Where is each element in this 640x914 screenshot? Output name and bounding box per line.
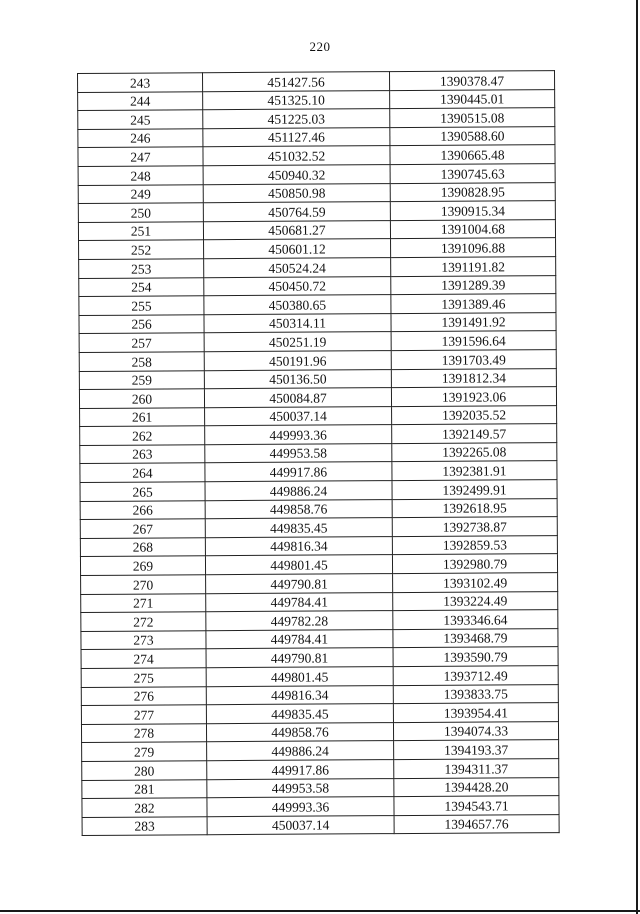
y-coordinate-cell: 1392381.91 (392, 461, 557, 481)
table-row (78, 126, 555, 148)
table-row (78, 145, 555, 167)
x-coordinate-cell: 451225.03 (203, 109, 390, 129)
table-row (79, 387, 556, 409)
point-number-cell: 259 (79, 370, 204, 389)
x-coordinate-cell: 450314.11 (204, 313, 391, 333)
point-number-cell: 275 (81, 668, 206, 687)
page-number: 220 (309, 39, 331, 54)
y-coordinate-cell: 1392859.53 (392, 535, 557, 555)
point-number-cell: 267 (80, 519, 205, 538)
table-row (80, 461, 557, 483)
x-coordinate-cell: 450450.72 (204, 276, 391, 296)
table-row (81, 703, 558, 725)
x-coordinate-cell: 450524.24 (204, 258, 391, 278)
point-number-cell: 245 (78, 110, 203, 129)
y-coordinate-cell: 1394074.33 (393, 721, 558, 741)
y-coordinate-cell: 1390515.08 (390, 108, 555, 128)
point-number-cell: 262 (80, 426, 205, 445)
x-coordinate-cell: 449953.58 (205, 443, 392, 463)
x-coordinate-cell: 449993.36 (205, 425, 392, 445)
x-coordinate-cell: 449835.45 (205, 518, 392, 538)
x-coordinate-cell: 449993.36 (207, 797, 394, 817)
point-number-cell: 253 (79, 259, 204, 278)
y-coordinate-cell: 1391389.46 (391, 294, 556, 314)
table-row (78, 164, 555, 186)
table-row (81, 573, 558, 595)
x-coordinate-cell: 450037.14 (205, 406, 392, 426)
point-number-cell: 255 (79, 296, 204, 315)
table-row (79, 257, 556, 279)
y-coordinate-cell: 1390445.01 (390, 89, 555, 109)
point-number-cell: 247 (78, 147, 203, 166)
table-row (78, 108, 555, 130)
point-number-cell: 265 (80, 482, 205, 501)
y-coordinate-cell: 1391491.92 (391, 312, 556, 332)
y-coordinate-cell: 1392265.08 (392, 442, 557, 462)
y-coordinate-cell: 1393102.49 (393, 573, 558, 593)
point-number-cell: 252 (79, 240, 204, 259)
point-number-cell: 248 (78, 166, 203, 185)
y-coordinate-cell: 1392499.91 (392, 480, 557, 500)
table-row (81, 666, 558, 688)
y-coordinate-cell: 1393954.41 (393, 703, 558, 723)
x-coordinate-cell: 450084.87 (204, 388, 391, 408)
x-coordinate-cell: 449886.24 (207, 741, 394, 761)
point-number-cell: 257 (79, 333, 204, 352)
point-number-cell: 271 (81, 593, 206, 612)
y-coordinate-cell: 1391096.88 (391, 238, 556, 258)
table-row (80, 517, 557, 539)
x-coordinate-cell: 449790.81 (206, 648, 393, 668)
table-row (81, 647, 558, 669)
x-coordinate-cell: 451427.56 (203, 72, 390, 92)
x-coordinate-cell: 451127.46 (203, 127, 390, 147)
table-row (82, 759, 559, 781)
y-coordinate-cell: 1391191.82 (391, 257, 556, 277)
y-coordinate-cell: 1394543.71 (394, 796, 559, 816)
x-coordinate-cell: 451325.10 (203, 90, 390, 110)
point-number-cell: 283 (82, 816, 207, 835)
y-coordinate-cell: 1393712.49 (393, 666, 558, 686)
table-row (82, 777, 559, 799)
x-coordinate-cell: 449782.28 (206, 611, 393, 631)
x-coordinate-cell: 450850.98 (203, 183, 390, 203)
y-coordinate-cell: 1391289.39 (391, 275, 556, 295)
point-number-cell: 280 (82, 761, 207, 780)
point-number-cell: 278 (81, 724, 206, 743)
table-row (79, 312, 556, 334)
point-number-cell: 273 (81, 631, 206, 650)
table-row (80, 442, 557, 464)
table-row (81, 610, 558, 632)
point-number-cell: 251 (78, 221, 203, 240)
page-edge-right (636, 0, 638, 914)
point-number-cell: 269 (80, 556, 205, 575)
y-coordinate-cell: 1391703.49 (391, 349, 556, 369)
point-number-cell: 274 (81, 649, 206, 668)
point-number-cell: 268 (80, 538, 205, 557)
point-number-cell: 243 (78, 73, 203, 92)
page-edge-bottom (0, 910, 640, 912)
point-number-cell: 260 (79, 389, 204, 408)
x-coordinate-cell: 450681.27 (203, 220, 390, 240)
table-row (82, 796, 559, 818)
x-coordinate-cell: 450764.59 (203, 202, 390, 222)
y-coordinate-cell: 1390588.60 (390, 126, 555, 146)
point-number-cell: 264 (80, 463, 205, 482)
y-coordinate-cell: 1394311.37 (394, 759, 559, 779)
x-coordinate-cell: 449917.86 (207, 760, 394, 780)
x-coordinate-cell: 449953.58 (207, 778, 394, 798)
point-number-cell: 272 (81, 612, 206, 631)
point-number-cell: 263 (80, 445, 205, 464)
point-number-cell: 266 (80, 500, 205, 519)
table-row (79, 349, 556, 371)
point-number-cell: 258 (79, 352, 204, 371)
table-row (78, 219, 555, 241)
x-coordinate-cell: 451032.52 (203, 146, 390, 166)
coordinates-table-body (78, 71, 560, 836)
y-coordinate-cell: 1392980.79 (392, 554, 557, 574)
point-number-cell: 279 (82, 742, 207, 761)
point-number-cell: 261 (80, 407, 205, 426)
table-row (78, 89, 555, 111)
y-coordinate-cell: 1390665.48 (390, 145, 555, 165)
table-row (80, 554, 557, 576)
y-coordinate-cell: 1394657.76 (394, 814, 559, 834)
x-coordinate-cell: 449784.41 (206, 629, 393, 649)
x-coordinate-cell: 449917.86 (205, 462, 392, 482)
table-row (78, 201, 555, 223)
table-row (81, 628, 558, 650)
table-row (78, 71, 555, 93)
y-coordinate-cell: 1391004.68 (390, 219, 555, 239)
x-coordinate-cell: 450251.19 (204, 332, 391, 352)
y-coordinate-cell: 1394428.20 (394, 777, 559, 797)
y-coordinate-cell: 1391923.06 (391, 387, 556, 407)
table-row (80, 535, 557, 557)
table-row (82, 740, 559, 762)
point-number-cell: 281 (82, 779, 207, 798)
y-coordinate-cell: 1390378.47 (389, 71, 554, 91)
table-row (81, 684, 558, 706)
table-row (80, 498, 557, 520)
table-row (79, 294, 556, 316)
y-coordinate-cell: 1392035.52 (392, 405, 557, 425)
table-row (81, 591, 558, 613)
table-row (80, 424, 557, 446)
table-row (82, 814, 559, 836)
y-coordinate-cell: 1393346.64 (393, 610, 558, 630)
y-coordinate-cell: 1391812.34 (391, 368, 556, 388)
y-coordinate-cell: 1390828.95 (390, 182, 555, 202)
table-row (81, 721, 558, 743)
x-coordinate-cell: 449858.76 (206, 722, 393, 742)
point-number-cell: 244 (78, 91, 203, 110)
y-coordinate-cell: 1391596.64 (391, 331, 556, 351)
y-coordinate-cell: 1393590.79 (393, 647, 558, 667)
table-row (79, 275, 556, 297)
coordinates-table (77, 70, 560, 836)
point-number-cell: 246 (78, 129, 203, 148)
y-coordinate-cell: 1393468.79 (393, 628, 558, 648)
y-coordinate-cell: 1393224.49 (393, 591, 558, 611)
y-coordinate-cell: 1394193.37 (394, 740, 559, 760)
x-coordinate-cell: 449816.34 (206, 685, 393, 705)
x-coordinate-cell: 450940.32 (203, 165, 390, 185)
x-coordinate-cell: 449784.41 (206, 592, 393, 612)
table-row (79, 238, 556, 260)
x-coordinate-cell: 449790.81 (206, 574, 393, 594)
x-coordinate-cell: 449816.34 (205, 536, 392, 556)
y-coordinate-cell: 1392738.87 (392, 517, 557, 537)
x-coordinate-cell: 449835.45 (206, 704, 393, 724)
x-coordinate-cell: 450380.65 (204, 295, 391, 315)
x-coordinate-cell: 449801.45 (206, 667, 393, 687)
x-coordinate-cell: 450037.14 (207, 815, 394, 835)
x-coordinate-cell: 450191.96 (204, 350, 391, 370)
point-number-cell: 270 (81, 575, 206, 594)
y-coordinate-cell: 1392149.57 (392, 424, 557, 444)
x-coordinate-cell: 450136.50 (204, 369, 391, 389)
point-number-cell: 250 (78, 203, 203, 222)
x-coordinate-cell: 449886.24 (205, 481, 392, 501)
y-coordinate-cell: 1393833.75 (393, 684, 558, 704)
point-number-cell: 277 (81, 705, 206, 724)
table-row (78, 182, 555, 204)
table-row (79, 331, 556, 353)
table-row (80, 480, 557, 502)
y-coordinate-cell: 1390915.34 (390, 201, 555, 221)
x-coordinate-cell: 449801.45 (205, 555, 392, 575)
point-number-cell: 254 (79, 277, 204, 296)
table-row (80, 405, 557, 427)
point-number-cell: 256 (79, 314, 204, 333)
point-number-cell: 282 (82, 798, 207, 817)
point-number-cell: 276 (81, 686, 206, 705)
y-coordinate-cell: 1392618.95 (392, 498, 557, 518)
point-number-cell: 249 (78, 184, 203, 203)
x-coordinate-cell: 450601.12 (204, 239, 391, 259)
x-coordinate-cell: 449858.76 (205, 499, 392, 519)
table-row (79, 368, 556, 390)
y-coordinate-cell: 1390745.63 (390, 164, 555, 184)
